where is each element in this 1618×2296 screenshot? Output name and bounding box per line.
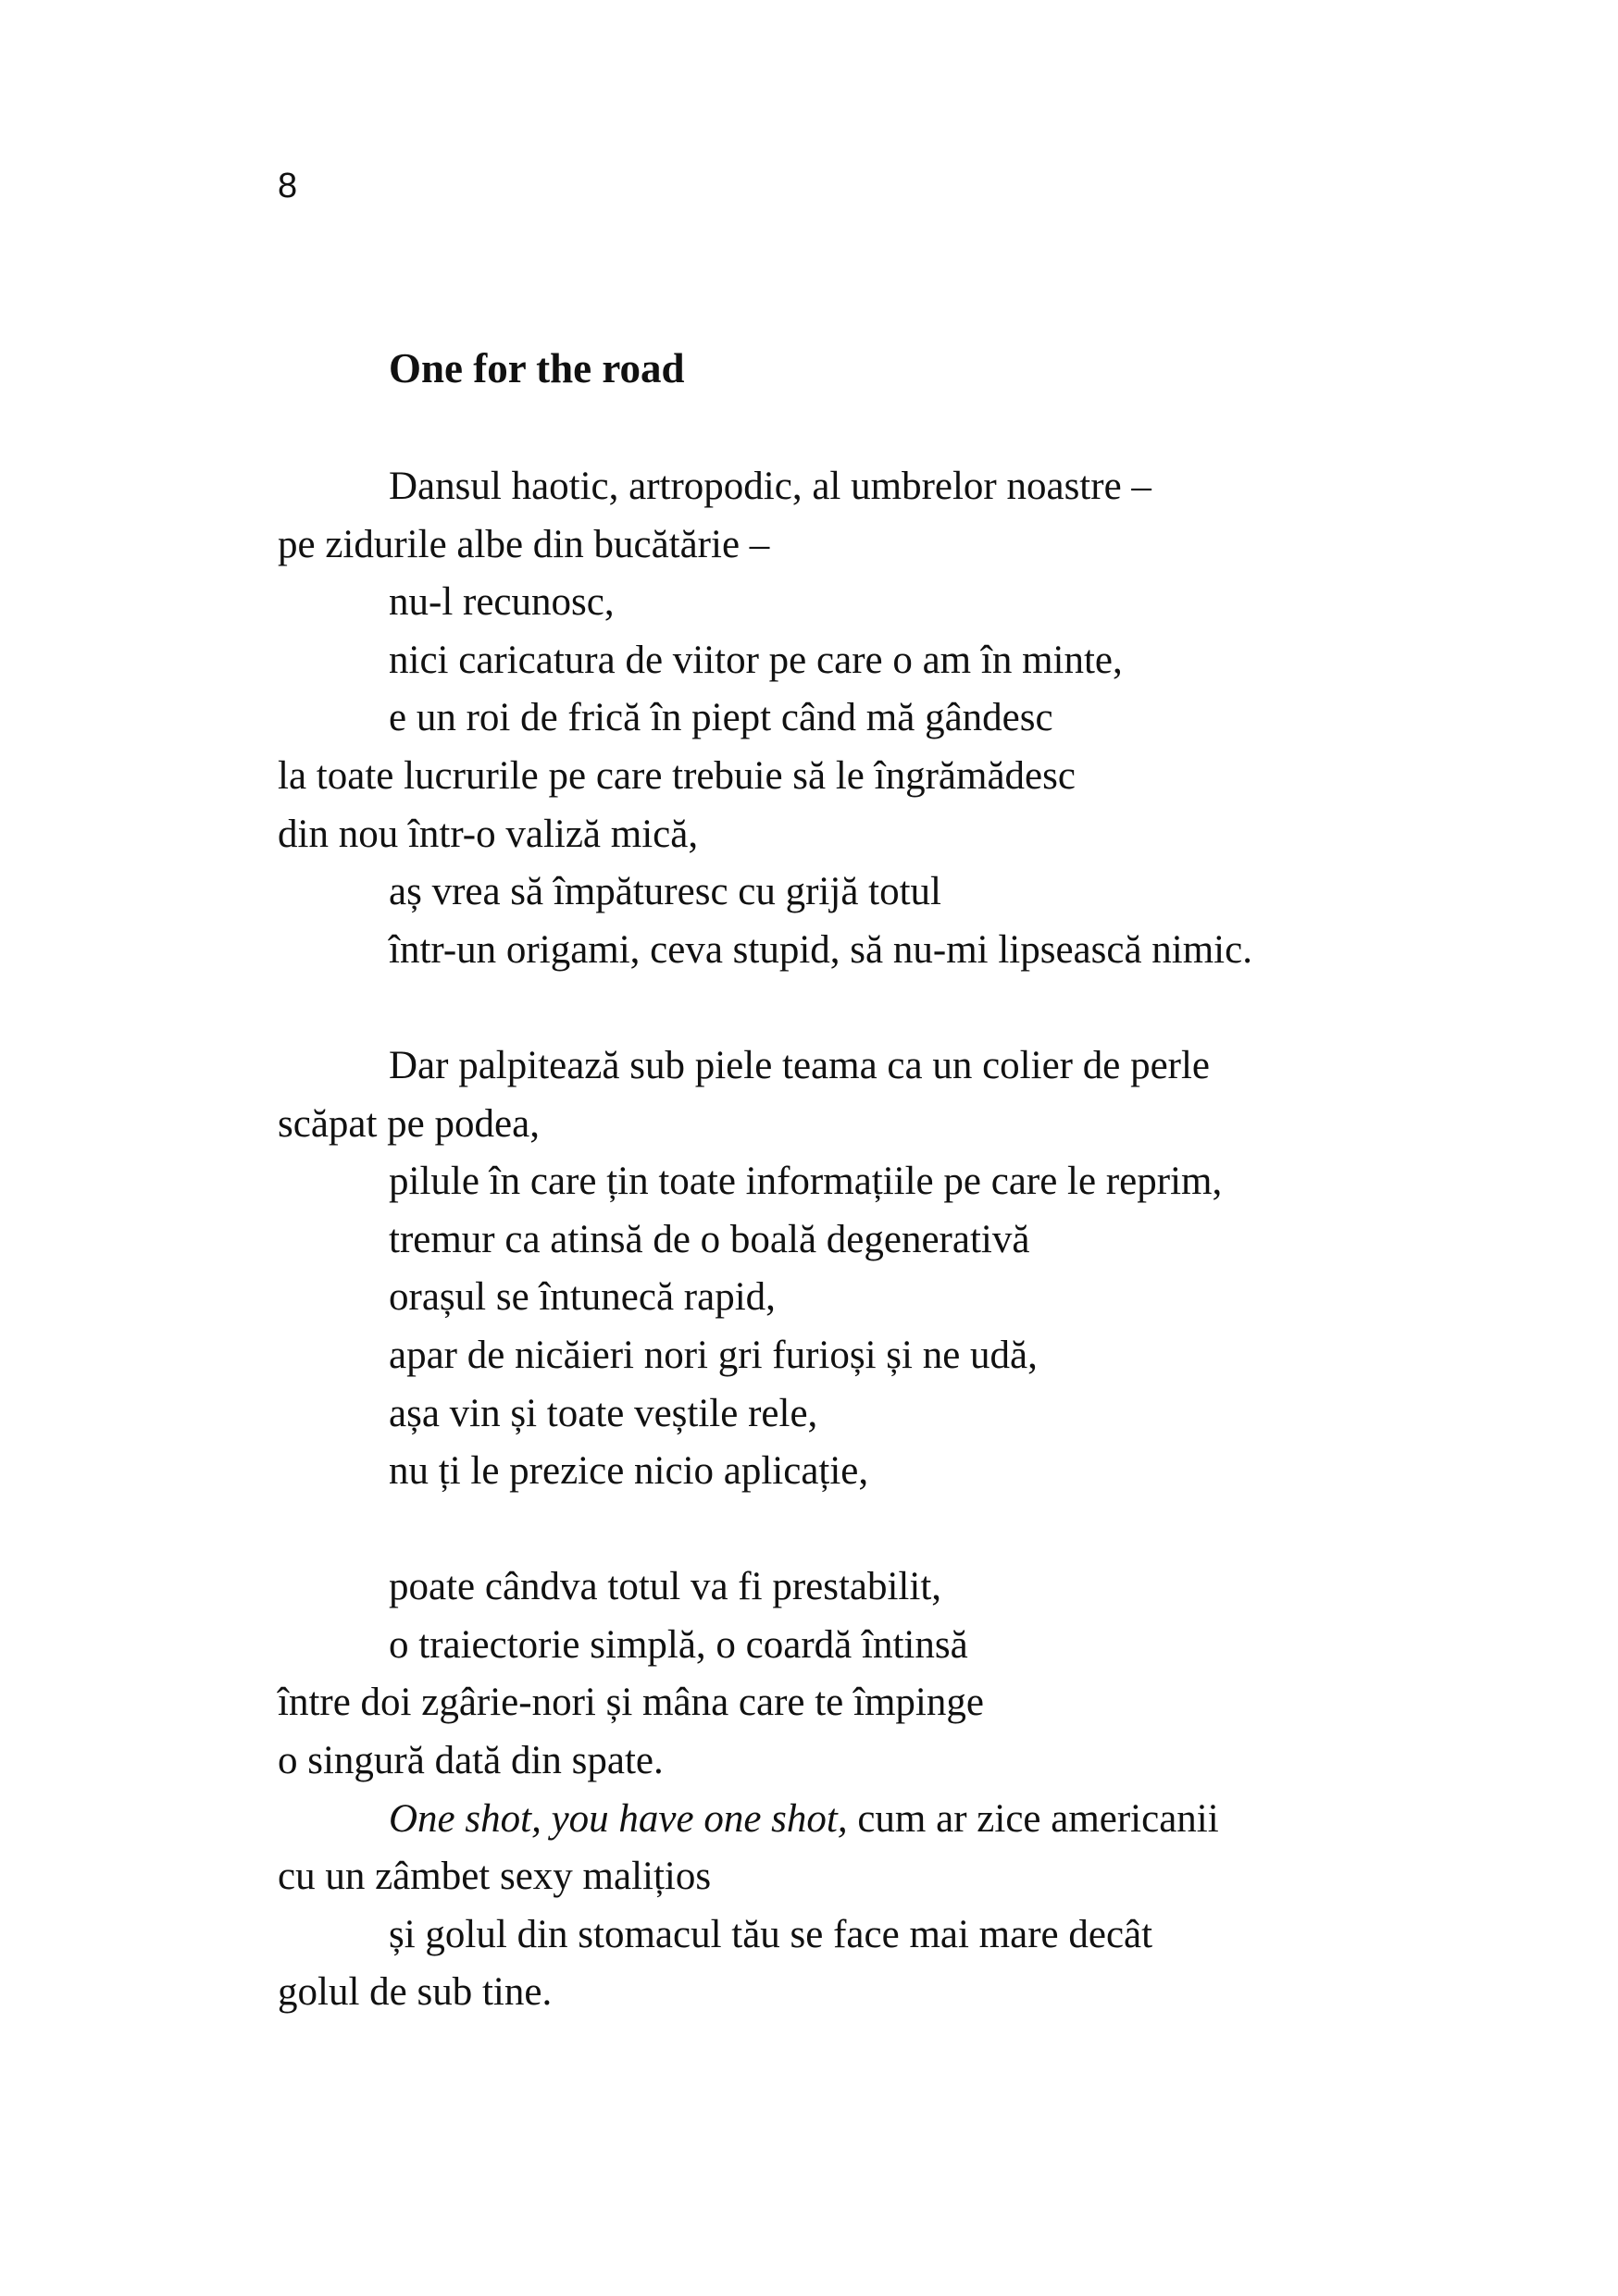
page-number: 8 xyxy=(278,167,298,205)
poem-line: e un roi de frică în piept când mă gândesc xyxy=(389,696,1053,740)
poem-line: Dansul haotic, artropodic, al umbrelor noastre – xyxy=(389,465,1151,508)
poem-line-rest: cum ar zice americanii xyxy=(847,1796,1219,1841)
poem-line: orașul se întunecă rapid, xyxy=(389,1275,776,1320)
poem-body xyxy=(278,458,1388,2022)
poem-line: tremur ca atinsă de o boală degenerativă xyxy=(389,1217,1030,1261)
stanza-break xyxy=(278,979,1388,1037)
poem-line: cu un zâmbet sexy malițios xyxy=(278,1855,712,1899)
poem-line: apar de nicăieri nori gri furioși și ne udă, xyxy=(389,1333,1038,1377)
poem-line: aș vrea să împăturesc cu grijă totul xyxy=(389,870,942,914)
poem-line: scăpat pe podea, xyxy=(278,1101,540,1146)
poem-line: pe zidurile albe din bucătărie – xyxy=(278,522,770,566)
poem-line: pilule în care țin toate informațiile pe care le reprim, xyxy=(389,1160,1223,1204)
poem-line: din nou într-o valiză mică, xyxy=(278,812,699,856)
poem-line: Dar palpitează sub piele teama ca un colier de perle xyxy=(389,1043,1211,1087)
poem-line: o singură dată din spate. xyxy=(278,1739,664,1783)
poem-line: golul de sub tine. xyxy=(278,1970,553,2015)
stanza-break xyxy=(278,1501,1388,1559)
poem-line: nu-l recunosc, xyxy=(389,580,615,625)
poem-line: nici caricatura de viitor pe care o am în minte, xyxy=(389,638,1123,682)
poem-line: între doi zgârie-nori și mâna care te împinge xyxy=(278,1681,984,1725)
poem-line: nu ți le prezice nicio aplicație, xyxy=(389,1449,869,1494)
poem-line: la toate lucrurile pe care trebuie să le îngrămădesc xyxy=(278,753,1076,798)
poem-line: și golul din stomacul tău se face mai mare decât xyxy=(389,1912,1153,1956)
poem-line: într-un origami, ceva stupid, să nu-mi lipsească nimic. xyxy=(389,927,1252,972)
poem-title: One for the road xyxy=(389,345,685,391)
poem-line xyxy=(278,1791,1388,1849)
poem-line: o traiectorie simplă, o coardă întinsă xyxy=(389,1622,968,1667)
italic-phrase: One shot, you have one shot, xyxy=(389,1796,848,1841)
poem-line: poate cândva totul va fi prestabilit, xyxy=(389,1565,942,1609)
poem-line: așa vin și toate veștile rele, xyxy=(389,1391,818,1435)
